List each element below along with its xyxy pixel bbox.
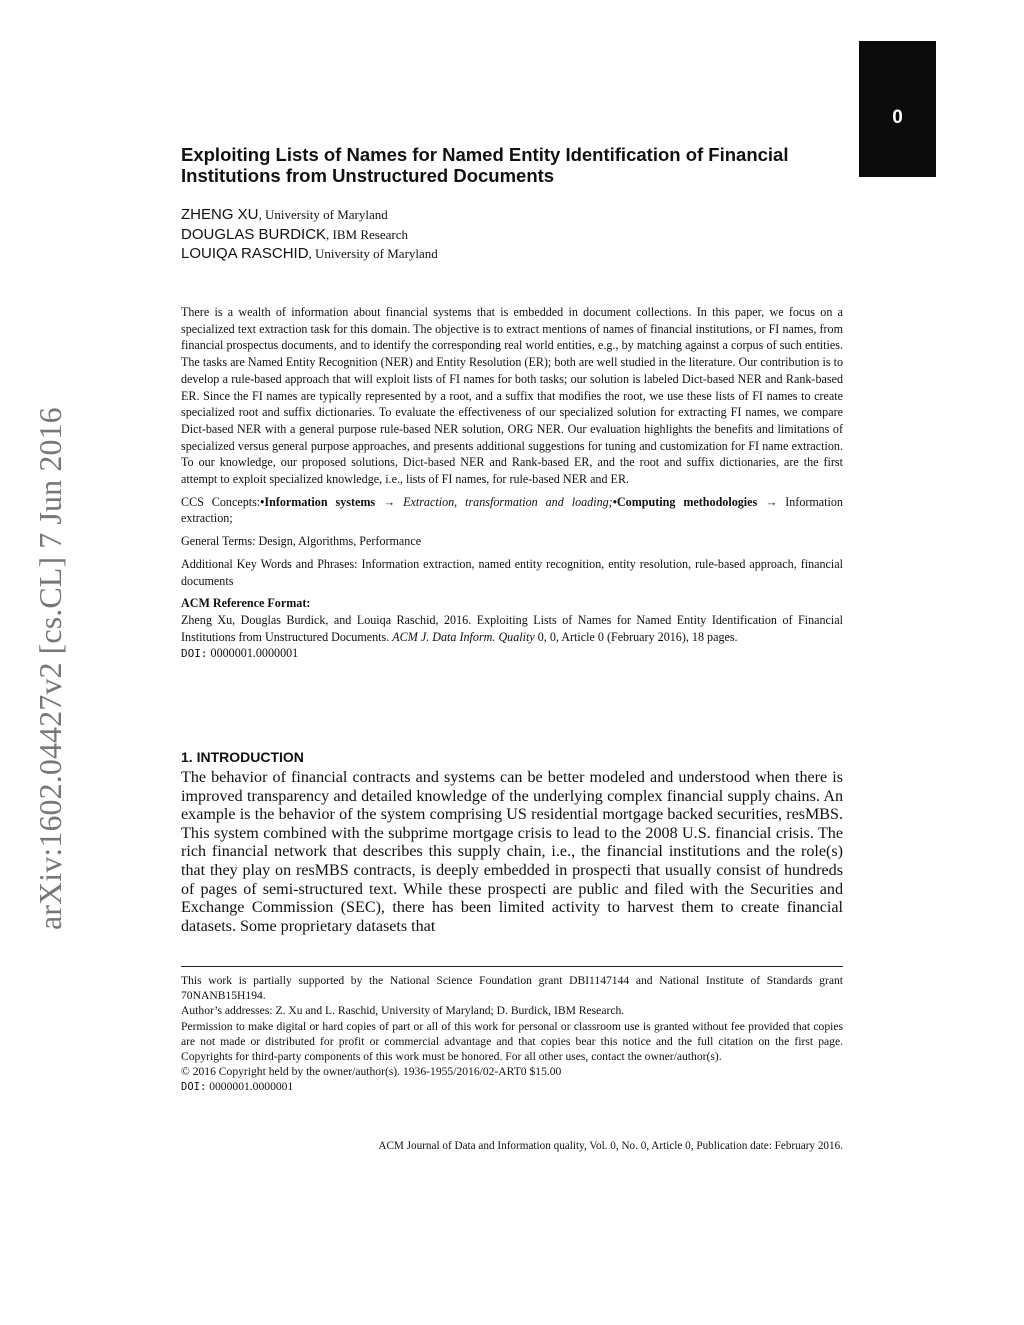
paper-title: Exploiting Lists of Names for Named Entity Identification of Financial Institutions from Unstructured Documents xyxy=(181,144,789,186)
footnotes xyxy=(181,973,843,1096)
author-list xyxy=(181,205,843,264)
doi-value: 0000001.0000001 xyxy=(209,1080,294,1094)
page-number-box xyxy=(859,41,936,177)
general-terms: General Terms: Design, Algorithms, Performance xyxy=(181,534,422,549)
author-name: DOUGLAS BURDICK xyxy=(181,225,327,243)
author-entry: ZHENG XU, University of Maryland xyxy=(181,206,388,223)
doi-value: 0000001.0000001 xyxy=(210,646,299,661)
ccs-subconcept: Information extraction; xyxy=(181,494,843,526)
author-name: LOUIQA RASCHID xyxy=(181,245,309,262)
page-number: 0 xyxy=(892,107,903,128)
arrow-icon: → xyxy=(757,494,786,509)
reference-format-heading: ACM Reference Format: xyxy=(181,596,311,611)
ccs-subconcept: Extraction, transformation and loading; xyxy=(403,494,613,509)
author-entry: LOUIQA RASCHID, University of Maryland xyxy=(181,245,438,262)
author-entry: DOUGLAS BURDICK, IBM Research xyxy=(181,225,408,243)
running-footer: ACM Journal of Data and Information quality, Vol. 0, No. 0, Article 0, Publication date: February 2016. xyxy=(378,1140,843,1152)
reference-format-citation xyxy=(181,612,843,663)
keywords: Additional Key Words and Phrases: Information extraction, named entity recognition, entity resolution, rule-based approach, financial documents xyxy=(181,556,843,588)
citation-details: 0, 0, Article 0 (February 2016), 18 pages. xyxy=(537,629,738,644)
arxiv-stamp: arXiv:1602.04427v2 [cs.CL] 7 Jun 2016 xyxy=(32,407,68,930)
footnote-divider xyxy=(181,966,843,967)
author-affiliation: University of Maryland xyxy=(315,246,438,261)
ccs-label: CCS Concepts: xyxy=(181,494,261,509)
author-affiliation: IBM Research xyxy=(332,226,408,242)
journal-name: ACM J. Data Inform. Quality xyxy=(392,629,535,644)
footnote-copyright: © 2016 Copyright held by the owner/author(s). 1936-1955/2016/02-ART0 $15.00 xyxy=(181,1065,562,1079)
doi-label: DOI: xyxy=(181,1081,207,1094)
arrow-icon: → xyxy=(375,494,404,509)
footnote-addresses: Author’s addresses: Z. Xu and L. Raschid, University of Maryland; D. Burdick, IBM Research. xyxy=(181,1004,625,1018)
abstract-section xyxy=(181,304,843,663)
author-name: ZHENG XU xyxy=(181,206,259,223)
doi-label: DOI: xyxy=(181,647,208,661)
abstract: There is a wealth of information about financial systems that is embedded in document collections. In this paper, we focus on a specialized text extraction task for this domain. The objective is to extract mentions of names of financial institutions, or FI names, from financial prospectus documents, and to identify the corresponding real world entities, e.g., by matching against a corpus of such entities. The tasks are Named Entity Recognition (NER) and Entity Resolution (ER); both are well studied in the literature. Our contribution is to develop a rule-based approach that will exploit lists of FI names for both tasks; our solution is labeled Dict-based NER and Rank-based ER. Since the FI names are typically represented by a root, and a suffix that modifies the root, we use these lists of FI names to create specialized root and suffix dictionaries. To evaluate the effectiveness of our specialized solution for extracting FI names, we compare Dict-based NER with a general purpose rule-based NER solution, ORG NER. Our evaluation highlights the benefits and limitations of specialized versus general purpose approaches, and presents additional suggestions for tuning and customization for FI name extraction. To our knowledge, our proposed solutions, Dict-based NER and Rank-based ER, and the root and suffix dictionaries, are the first attempt to exploit specialized knowledge, i.e., lists of FI names, for rule-based NER and ER. xyxy=(181,305,843,487)
footnote-doi xyxy=(181,1079,843,1095)
footnote-support: This work is partially supported by the National Science Foundation grant DBI1147144 and National Institute of Standards grant 70NANB15H194. xyxy=(181,974,843,1003)
ccs-concepts xyxy=(181,494,843,527)
citation-text: Zheng Xu, Douglas Burdick, and Louiqa Raschid, 2016. Exploiting Lists of Names for Named Entity Identification of Financial Institutions from Unstructured Documents. xyxy=(181,612,843,644)
ccs-concept: •Computing methodologies xyxy=(612,494,758,509)
section-heading: 1. INTRODUCTION xyxy=(181,749,304,765)
ccs-concept: •Information systems xyxy=(260,494,376,509)
footnote-permission: Permission to make digital or hard copies of part or all of this work for personal or classroom use is granted without fee provided that copies are not made or distributed for profit or commercial advantage and that copies bear this notice and the full citation on the first page. Copyrights for third-party components of this work must be honored. For all other uses, contact the owner/author(s). xyxy=(181,1019,843,1064)
author-affiliation: University of Maryland xyxy=(265,207,388,222)
intro-paragraph: The behavior of financial contracts and systems can be better modeled and understood when there is improved transparency and detailed knowledge of the underlying complex financial supply chains. An example is the behavior of the system comprising US residential mortgage backed securities, resMBS. This system combined with the subprime mortgage crisis to lead to the 2008 U.S. financial crisis. The rich financial network that describes this supply chain, i.e., the financial institutions and the role(s) that they play on resMBS contracts, is deeply embedded in prospecti that usually consist of hundreds of pages of semi-structured text. While these prospecti are public and filed with the Securities and Exchange Commission (SEC), there has been limited activity to harvest them to create financial datasets. Some proprietary datasets that xyxy=(181,769,843,935)
